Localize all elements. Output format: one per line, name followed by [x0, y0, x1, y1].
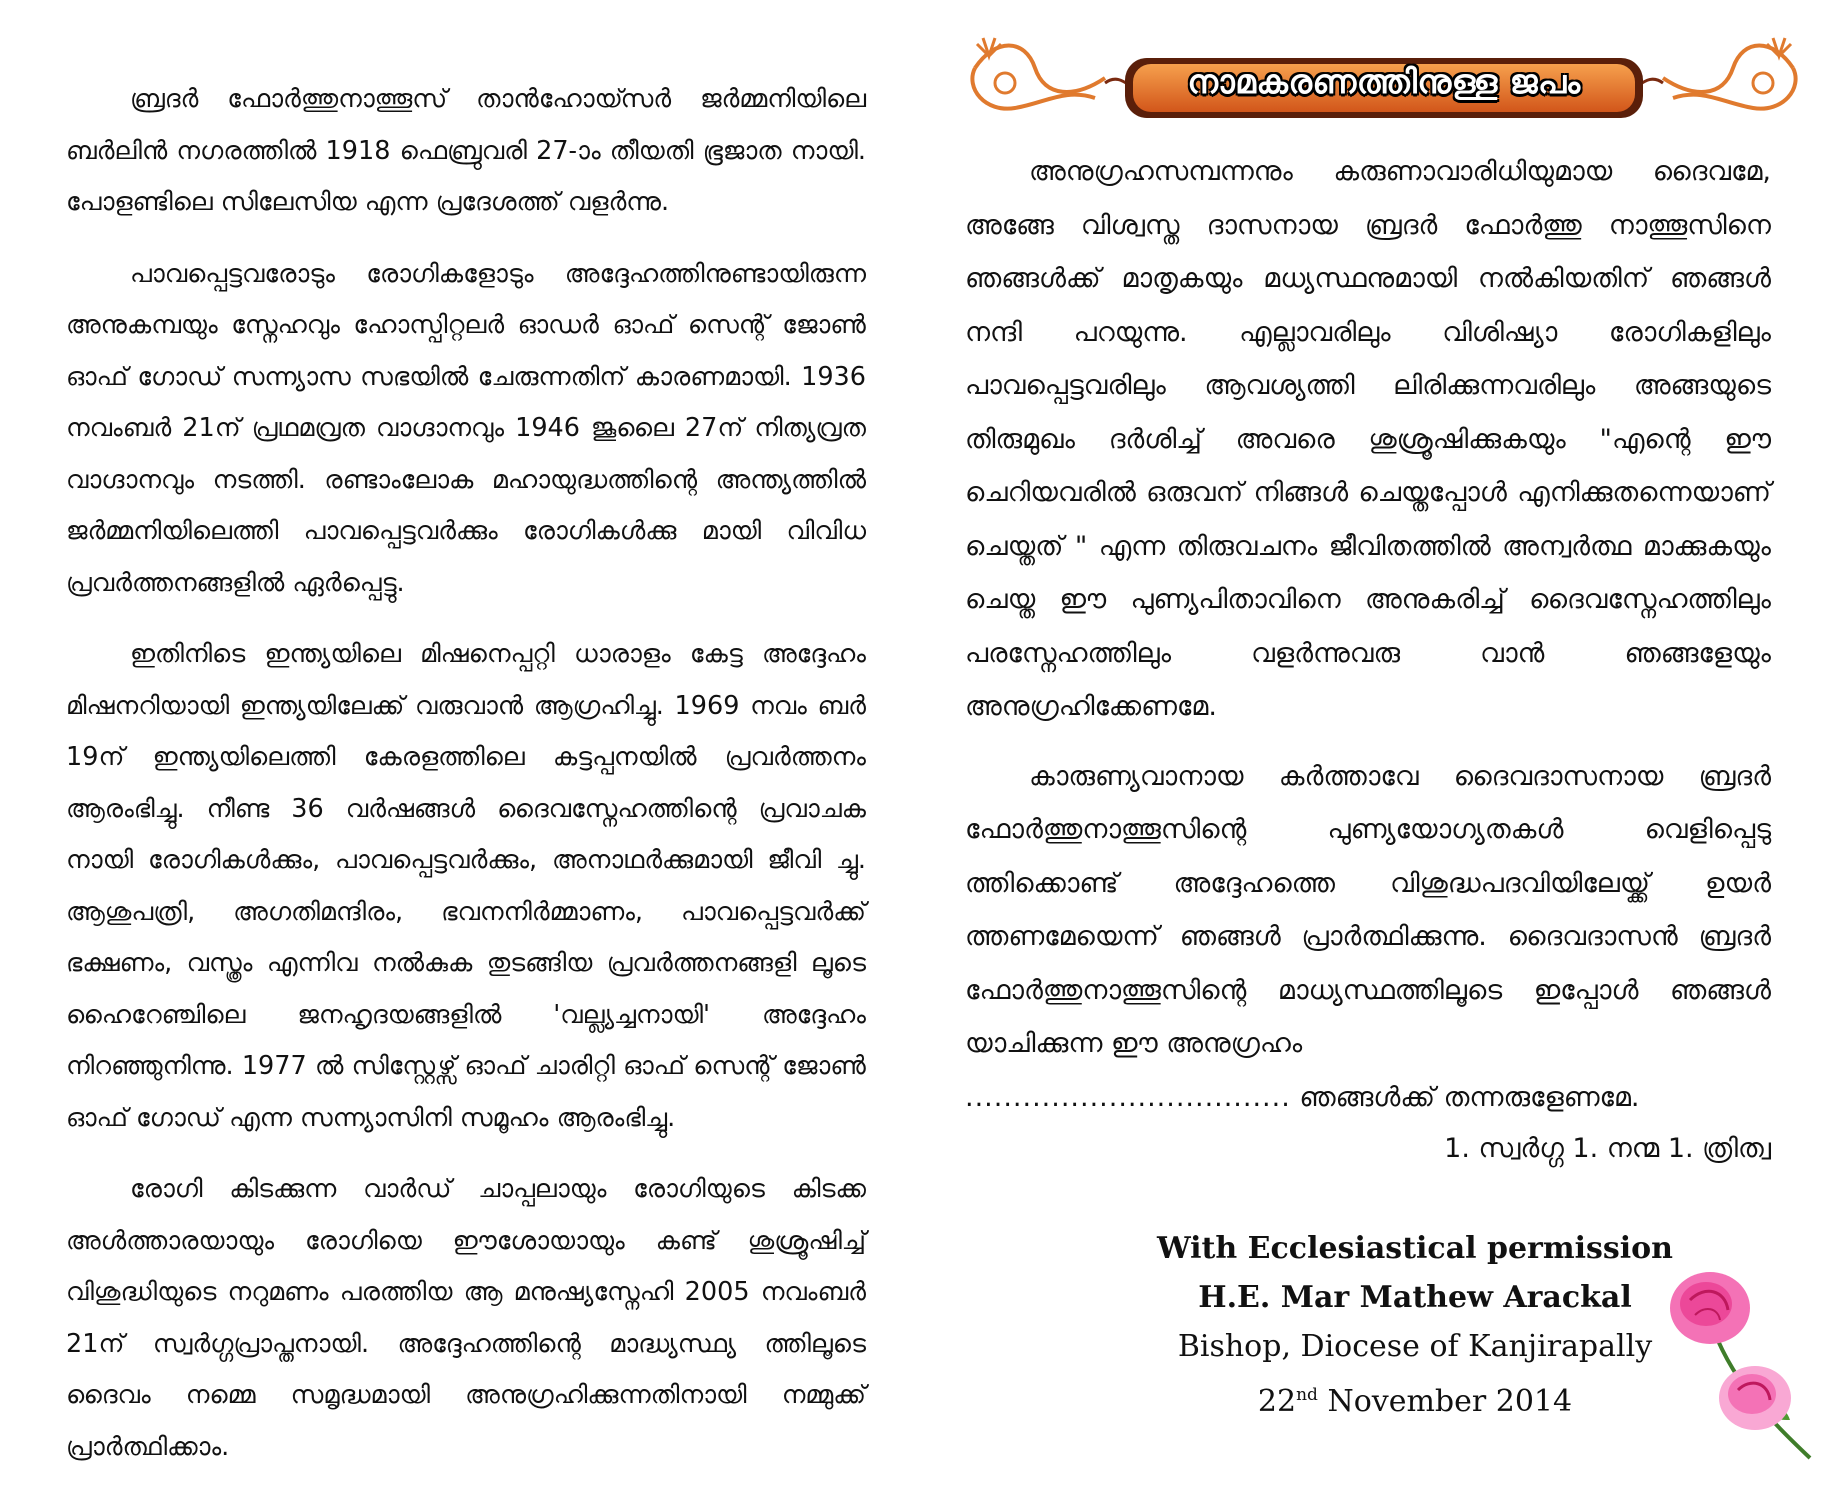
prayer-closing-line: [965, 1071, 1771, 1125]
prayer-footnote: 1. സ്വർഗ്ഗ 1. നന്മ 1. ത്രിത്വ: [1444, 1133, 1771, 1164]
prayer-column: [965, 145, 1771, 1140]
prayer-title-banner: [955, 28, 1813, 138]
bishop-title: Bishop, Diocese of Kanjirapally: [1177, 1329, 1653, 1364]
bishop-name: H.E. Mar Mathew Arackal: [1198, 1280, 1632, 1315]
prayer-paragraph-1: അനുഗ്രഹസമ്പന്നനും കരുണാവാരിധിയുമായ ദൈവമേ, അങ്ങേ വിശ്വസ്ത ദാസനായ ബ്രദർ ഫോർത്തു നാത്തൂസിനെ ഞങ്ങൾക്ക് മാതൃകയും മധ്യസ്ഥനുമായി നൽകിയതിന് ഞങ്ങൾ നന്ദി പറയുന്നു. എല്ലാവരിലും വിശിഷ്യാ രോഗികളിലും പാവപ്പെട്ടവരിലും ആവശ്യത്തി ലിരിക്കുന്നവരിലും അങ്ങയുടെ തിരുമുഖം ദർശിച്ച് അവരെ ശുശ്രൂഷിക്കുകയും "എന്റെ ഈ ചെറിയവരിൽ ഒരുവന് നിങ്ങൾ ചെയ്തപ്പോൾ എനിക്കുതന്നെയാണ് ചെയ്തത് " എന്ന തിരുവചനം ജീവിതത്തിൽ അന്വർത്ഥ മാക്കുകയും ചെയ്ത ഈ പുണ്യപിതാവിനെ അനുകരിച്ച് ദൈവസ്നേഹത്തിലും പരസ്നേഹത്തിലും വളർന്നുവരു വാൻ ഞങ്ങളേയും അനുഗ്രഹിക്കേണമേ.: [965, 156, 1771, 722]
biography-paragraph-4: രോഗി കിടക്കുന്ന വാർഡ് ചാപ്പലായും രോഗിയുടെ കിടക്ക അൾത്താരയായും രോഗിയെ ഈശോയായും കണ്ട് ശുശ്രൂഷിച്ച് വിശുദ്ധിയുടെ നറുമണം പരത്തിയ ആ മനുഷ്യസ്നേഹി 2005 നവംബർ 21ന് സ്വർഗ്ഗപ്രാപ്തനായി. അദ്ദേഹത്തിന്റെ മാദ്ധ്യസ്ഥ്യ ത്തിലൂടെ ദൈവം നമ്മെ സമൃദ്ധമായി അനുഗ്രഹിക്കുന്നതിനായി നമ്മുക്ക് പ്രാർത്ഥിക്കാം.: [66, 1174, 866, 1462]
date-day: 22: [1257, 1384, 1297, 1419]
prayer-title: നാമകരണത്തിനുള്ള ജപം: [1187, 62, 1581, 101]
prayer-paragraph-2-text: കാരുണ്യവാനായ കർത്താവേ ദൈവദാസനായ ബ്രദർ ഫോർത്തുനാത്തൂസിന്റെ പുണ്യയോഗ്യതകൾ വെളിപ്പെടു ത്തിക്കൊണ്ട് അദ്ദേഹത്തെ വിശുദ്ധപദവിയിലേയ്ക്ക് ഉയർ ത്തണമേയെന്ന് ഞങ്ങൾ പ്രാർത്ഥിക്കുന്നു. ദൈവദാസൻ ബ്രദർ ഫോർത്തുനാത്തൂസിന്റെ മാധ്യസ്ഥത്തിലൂടെ ഇപ്പോൾ ഞങ്ങൾ യാചിക്കുന്ന ഈ അനുഗ്രഹം: [965, 760, 1771, 1059]
date-suffix: nd: [1296, 1385, 1318, 1405]
biography-column: [66, 74, 866, 1493]
date-rest: November 2014: [1317, 1384, 1573, 1419]
biography-paragraph-3: ഇതിനിടെ ഇന്ത്യയിലെ മിഷനെപ്പറ്റി ധാരാളം കേട്ട അദ്ദേഹം മിഷനറിയായി ഇന്ത്യയിലേക്ക് വരുവാൻ ആഗ്രഹിച്ചു. 1969 നവം ബർ 19ന് ഇന്ത്യയിലെത്തി കേരളത്തിലെ കട്ടപ്പനയിൽ പ്രവർത്തനം ആരംഭിച്ചു. നീണ്ട 36 വർഷങ്ങൾ ദൈവസ്നേഹത്തിന്റെ പ്രവാചക നായി രോഗികൾക്കും, പാവപ്പെട്ടവർക്കും, അനാഥർക്കുമായി ജീവി ച്ചു. ആശുപത്രി, അഗതിമന്ദിരം, ഭവനനിർമ്മാണം, പാവപ്പെട്ടവർക്ക് ഭക്ഷണം, വസ്ത്രം എന്നിവ നൽകുക തുടങ്ങിയ പ്രവർത്തനങ്ങളി ലൂടെ ഹൈറേഞ്ചിലെ ജനഹൃദയങ്ങളിൽ 'വല്ല്യച്ചനായി' അദ്ദേഹം നിറഞ്ഞുനിന്നു. 1977 ൽ സിസ്റ്റേഴ്സ് ഓഫ് ചാരിറ്റി ഓഫ് സെന്റ് ജോൺ ഓഫ് ഗോഡ് എന്ന സന്ന്യാസിനി സമൂഹം ആരംഭിച്ചു.: [66, 639, 866, 1133]
prayer-closing: ഞങ്ങൾക്ക് തന്നരുളേണമേ.: [1299, 1081, 1640, 1113]
biography-paragraph-2: പാവപ്പെട്ടവരോടും രോഗികളോടും അദ്ദേഹത്തിനുണ്ടായിരുന്ന അനുകമ്പയും സ്നേഹവും ഹോസ്പിറ്റലർ ഓഡർ ഓഫ് സെന്റ് ജോൺ ഓഫ് ഗോഡ് സന്ന്യാസ സഭയിൽ ചേരുന്നതിന് കാരണമായി. 1936 നവംബർ 21ന് പ്രഥമവ്രത വാഗ്ദാനവും 1946 ജൂലൈ 27ന് നിത്യവ്രത വാഗ്ദാനവും നടത്തി. രണ്ടാംലോക മഹായുദ്ധത്തിന്റെ അന്ത്യത്തിൽ ജർമ്മനിയിലെത്തി പാവപ്പെട്ടവർക്കും രോഗികൾക്കു മായി വിവിധ പ്രവർത്തനങ്ങളിൽ ഏർപ്പെട്ടു.: [66, 258, 866, 598]
permission-line: With Ecclesiastical permission: [1157, 1231, 1673, 1266]
biography-paragraph-1: ബ്രദർ ഫോർത്തുനാത്തൂസ് താൻഹോയ്സർ ജർമ്മനിയിലെ ബർലിൻ നഗരത്തിൽ 1918 ഫെബ്രുവരി 27-ാം തീയതി ഭൂജാത നായി. പോളണ്ടിലെ സിലേസിയ എന്ന പ്രദേശത്ത് വളർന്നു.: [66, 84, 866, 217]
prayer-paragraph-2: [965, 750, 1771, 1071]
intention-blank: ..................................: [965, 1081, 1291, 1113]
pink-rose-icon: [1650, 1260, 1820, 1460]
